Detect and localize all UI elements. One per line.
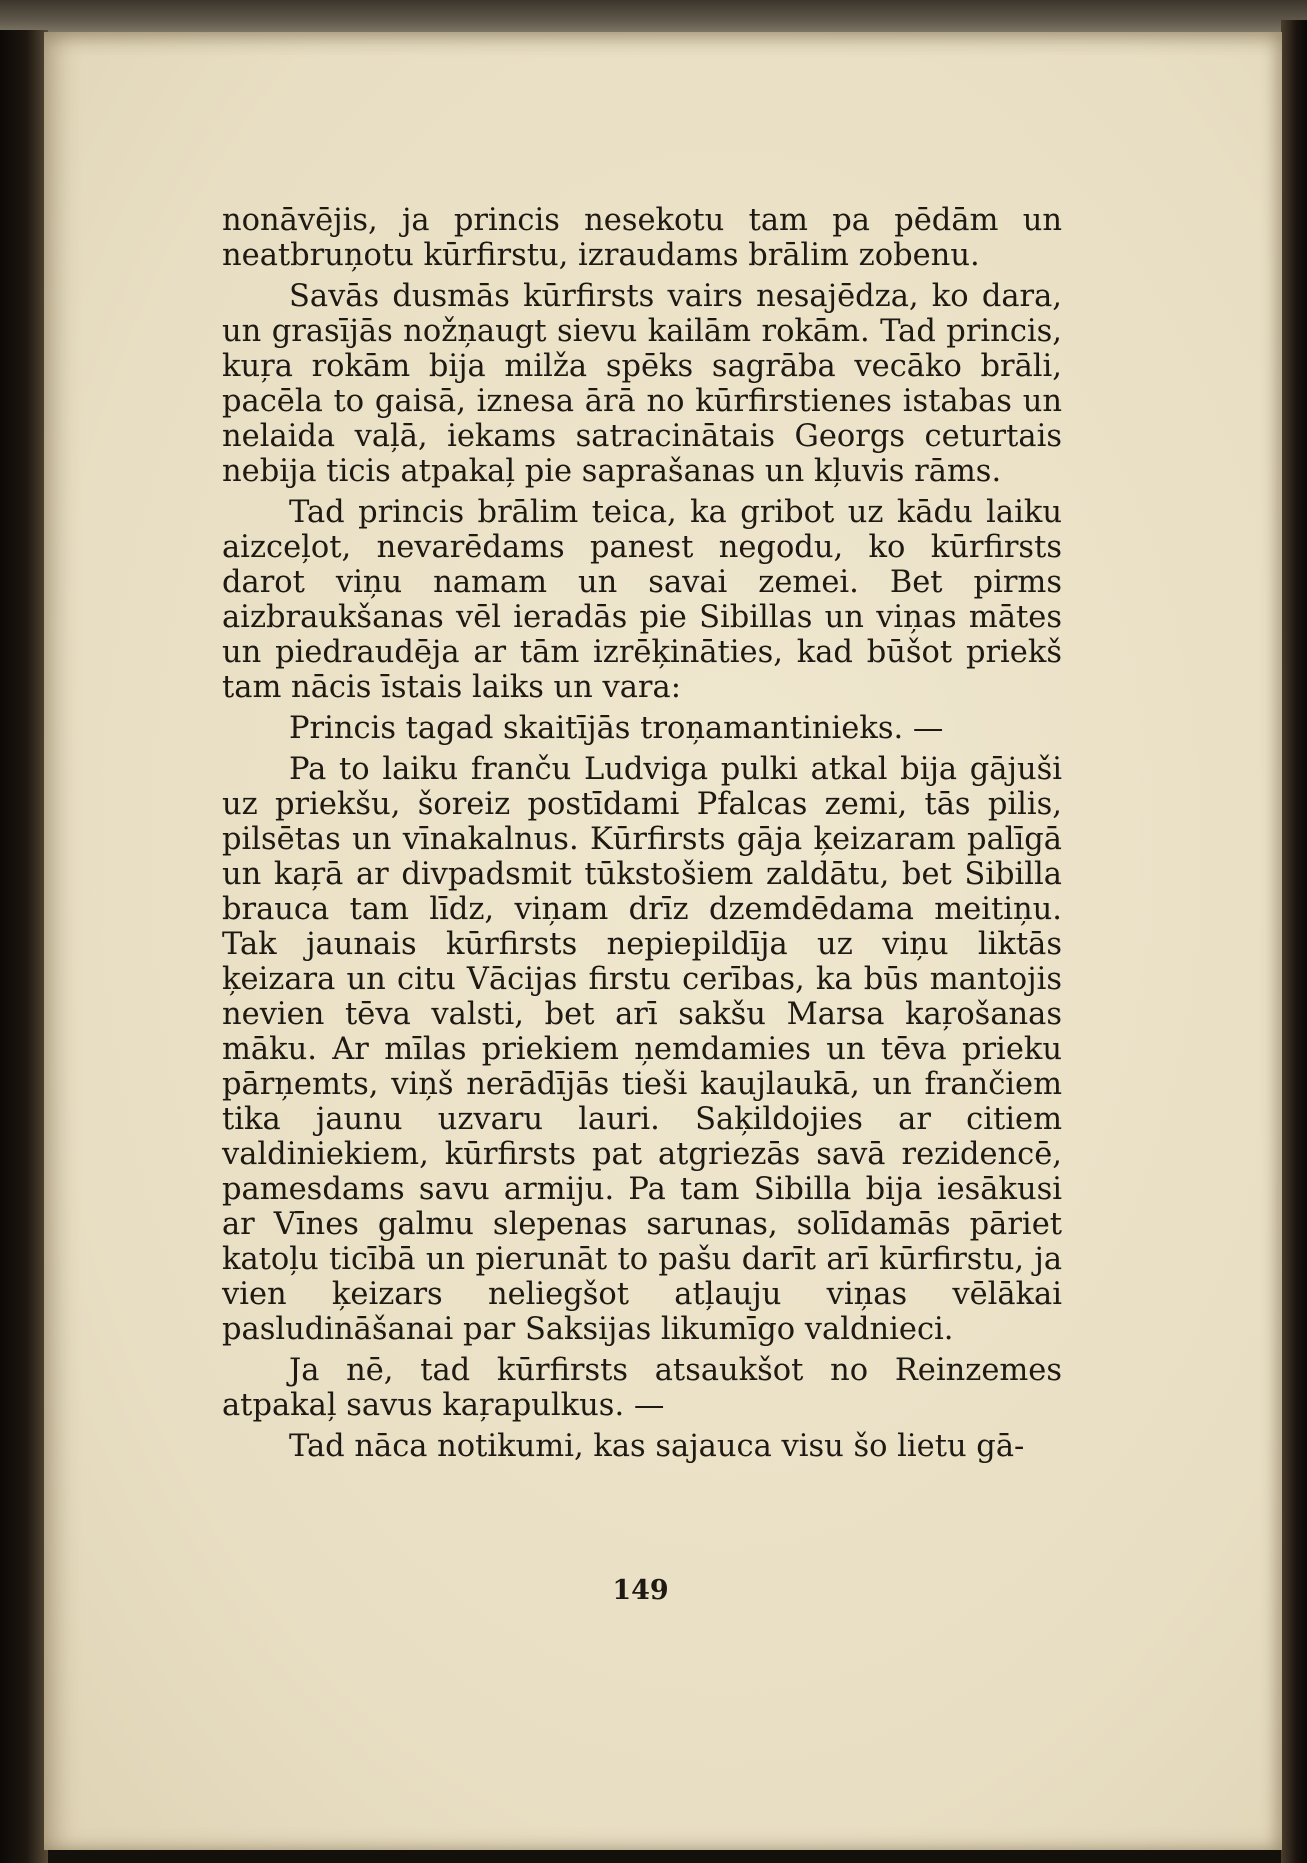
paragraph: Tad nāca notikumi, kas sajauca visu šo lietu gā-	[289, 1429, 1025, 1464]
book-right-edge	[1281, 20, 1307, 1863]
paragraph: Princis tagad skaitījās troņamantinieks. —	[289, 711, 944, 746]
paragraph: Pa to laiku franču Ludviga pulki atkal bija gājuši uz priekšu, šoreiz postīdami Pfalcas zemi, tās pilis, pilsētas un vīnakalnus. Kūrfirsts gāja ķeizaram palīgā un kaŗā ar divpadsmit tūkstošiem zaldātu, bet Sibilla brauca tam līdz, viņam drīz dzemdēdama meitiņu. Tak jaunais kūrfirsts nepiepildīja uz viņu liktās ķeizara un citu Vācijas firstu cerības, ka būs mantojis nevien tēva valsti, bet arī sakšu Marsa kaŗošanas māku. Ar mīlas priekiem ņemdamies un tēva prieku pārņemts, viņš nerādījās tieši kaujlaukā, un frančiem tika jaunu uzvaru lauri. Saķildojies ar citiem valdiniekiem, kūrfirsts pat atgriezās savā rezidencē, pamesdams savu armiju. Pa tam Sibilla bija iesākusi ar Vīnes galmu slepenas sarunas, solīdamās pāriet katoļu ticībā un pierunāt to pašu darīt arī kūrfirstu, ja vien ķeizars neliegšot atļauju viņas vēlākai pasludināšanai par Saksijas likumīgo valdnieci.	[222, 752, 1062, 1347]
paragraph: nonāvējis, ja princis nesekotu tam pa pēdām un neatbruņotu kūrfirstu, izraudams brālim zobenu.	[222, 203, 1062, 273]
page-number: 149	[612, 1575, 669, 1606]
body-text	[222, 203, 1062, 1464]
paragraph: Tad princis brālim teica, ka gribot uz kādu laiku aizceļot, nevarēdams panest negodu, ko kūrfirsts darot viņu namam un savai zemei. Bet pirms aizbraukšanas vēl ieradās pie Sibillas un viņas mātes un piedraudēja ar tām izrēķināties, kad būšot priekš tam nācis īstais laiks un vara:	[222, 495, 1062, 705]
paragraph: Ja nē, tad kūrfirsts atsaukšot no Reinzemes atpakaļ savus kaŗapulkus. —	[222, 1353, 1062, 1423]
paragraph: Savās dusmās kūrfirsts vairs nesajēdza, ko dara, un grasījās nožņaugt sievu kailām rokām. Tad princis, kuŗa rokām bija milža spēks sagrāba vecāko brāli, pacēla to gaisā, iznesa ārā no kūrfirstienes istabas un nelaida vaļā, iekams satracinātais Georgs ceturtais nebija ticis atpakaļ pie saprašanas un kļuvis rāms.	[222, 279, 1062, 489]
